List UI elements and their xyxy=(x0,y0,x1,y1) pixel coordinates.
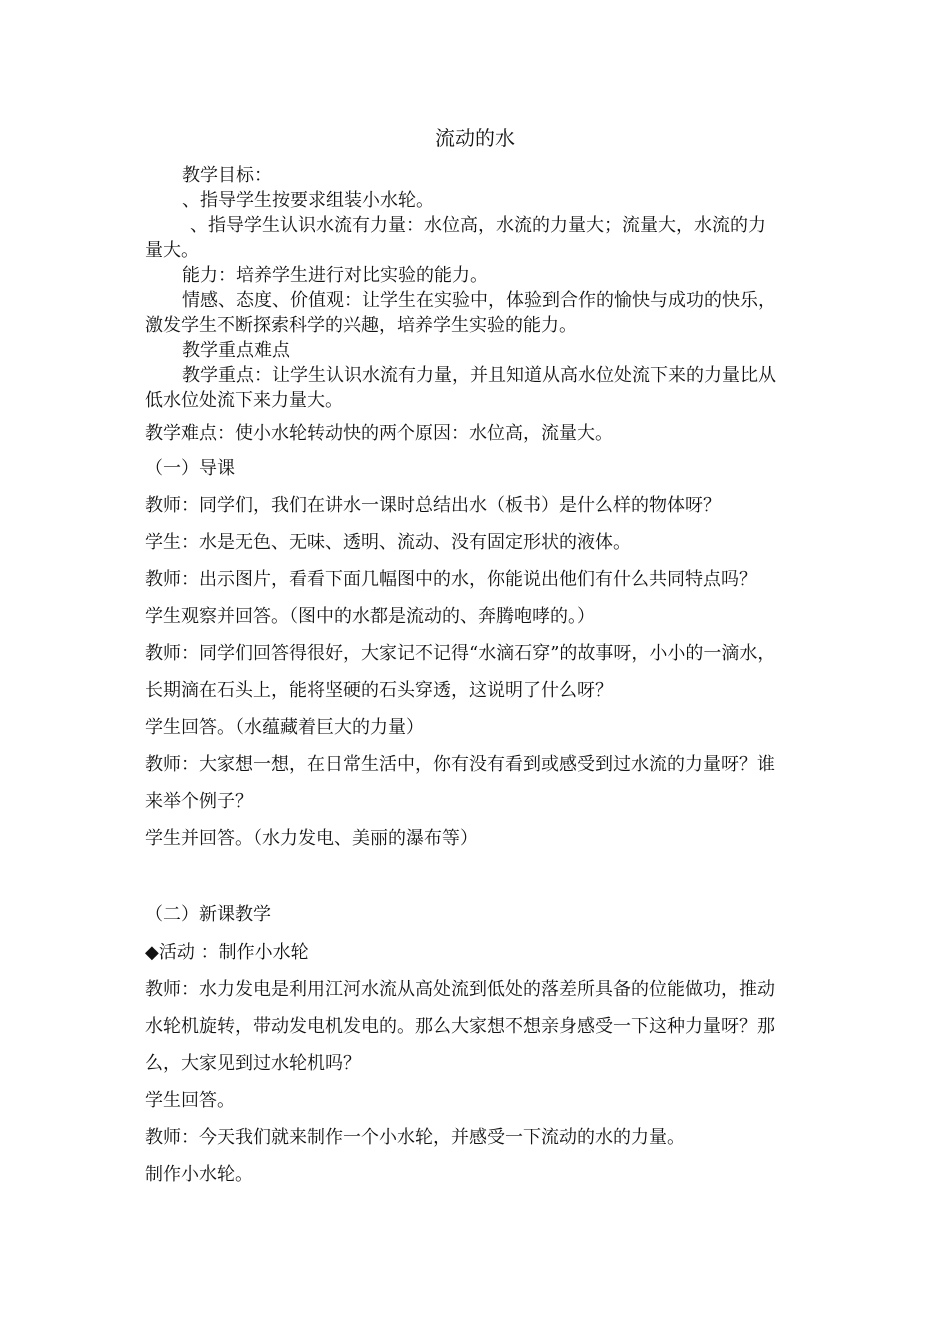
objective-emotion: 情感、态度、价值观：让学生在实验中，体验到合作的愉快与成功的快乐， xyxy=(182,290,776,311)
objective-item-2-cont: 量大。 xyxy=(145,240,199,261)
section-1-line: 来举个例子？ xyxy=(145,791,253,812)
teaching-difficulty: 教学难点：使小水轮转动快的两个原因：水位高，流量大。 xyxy=(145,423,613,444)
objective-item-2: 、指导学生认识水流有力量：水位高，水流的力量大；流量大，水流的力 xyxy=(190,215,766,236)
section-2-line: 水轮机旋转，带动发电机发电的。那么大家想不想亲身感受一下这种力量呀？那 xyxy=(145,1016,775,1037)
section-1-line: 学生：水是无色、无味、透明、流动、没有固定形状的液体。 xyxy=(145,532,631,553)
section-2-line: 制作小水轮。 xyxy=(145,1164,253,1185)
key-points-heading: 教学重点难点 xyxy=(182,340,290,361)
section-1-line: 教师：大家想一想，在日常生活中，你有没有看到或感受到过水流的力量呀？谁 xyxy=(145,754,775,775)
section-1-heading: （一）导课 xyxy=(145,458,235,479)
objective-emotion-cont: 激发学生不断探索科学的兴趣，培养学生实验的能力。 xyxy=(145,315,577,336)
section-2-line: 教师：今天我们就来制作一个小水轮，并感受一下流动的水的力量。 xyxy=(145,1127,685,1148)
teaching-focus: 教学重点：让学生认识水流有力量，并且知道从高水位处流下来的力量比从 xyxy=(182,365,776,386)
teaching-focus-cont: 低水位处流下来力量大。 xyxy=(145,390,343,411)
document-title: 流动的水 xyxy=(435,126,515,150)
section-2-heading: （二）新课教学 xyxy=(145,904,271,925)
section-1-line: 教师：同学们回答得很好，大家记不记得“水滴石穿”的故事呀，小小的一滴水， xyxy=(145,643,776,664)
section-1-line: 学生回答。（水蕴藏着巨大的力量） xyxy=(145,717,424,738)
objective-item-1: 、指导学生按要求组装小水轮。 xyxy=(182,190,434,211)
section-2-line: 学生回答。 xyxy=(145,1090,235,1111)
objective-ability: 能力：培养学生进行对比实验的能力。 xyxy=(182,265,488,286)
section-1-line: 学生并回答。（水力发电、美丽的瀑布等） xyxy=(145,828,478,849)
section-1-line: 学生观察并回答。（图中的水都是流动的、奔腾咆哮的。） xyxy=(145,606,595,627)
section-1-line: 教师：出示图片，看看下面几幅图中的水，你能说出他们有什么共同特点吗？ xyxy=(145,569,757,590)
objectives-heading: 教学目标： xyxy=(182,165,272,186)
section-1-line: 长期滴在石头上，能将坚硬的石头穿透，这说明了什么呀？ xyxy=(145,680,613,701)
section-2-line: 么，大家见到过水轮机吗？ xyxy=(145,1053,361,1074)
section-1-line: 教师：同学们，我们在讲水一课时总结出水（板书）是什么样的物体呀？ xyxy=(145,495,721,516)
activity-heading: ◆活动 ：制作小水轮 xyxy=(145,942,309,963)
section-2-line: 教师：水力发电是利用江河水流从高处流到低处的落差所具备的位能做功，推动 xyxy=(145,979,775,1000)
